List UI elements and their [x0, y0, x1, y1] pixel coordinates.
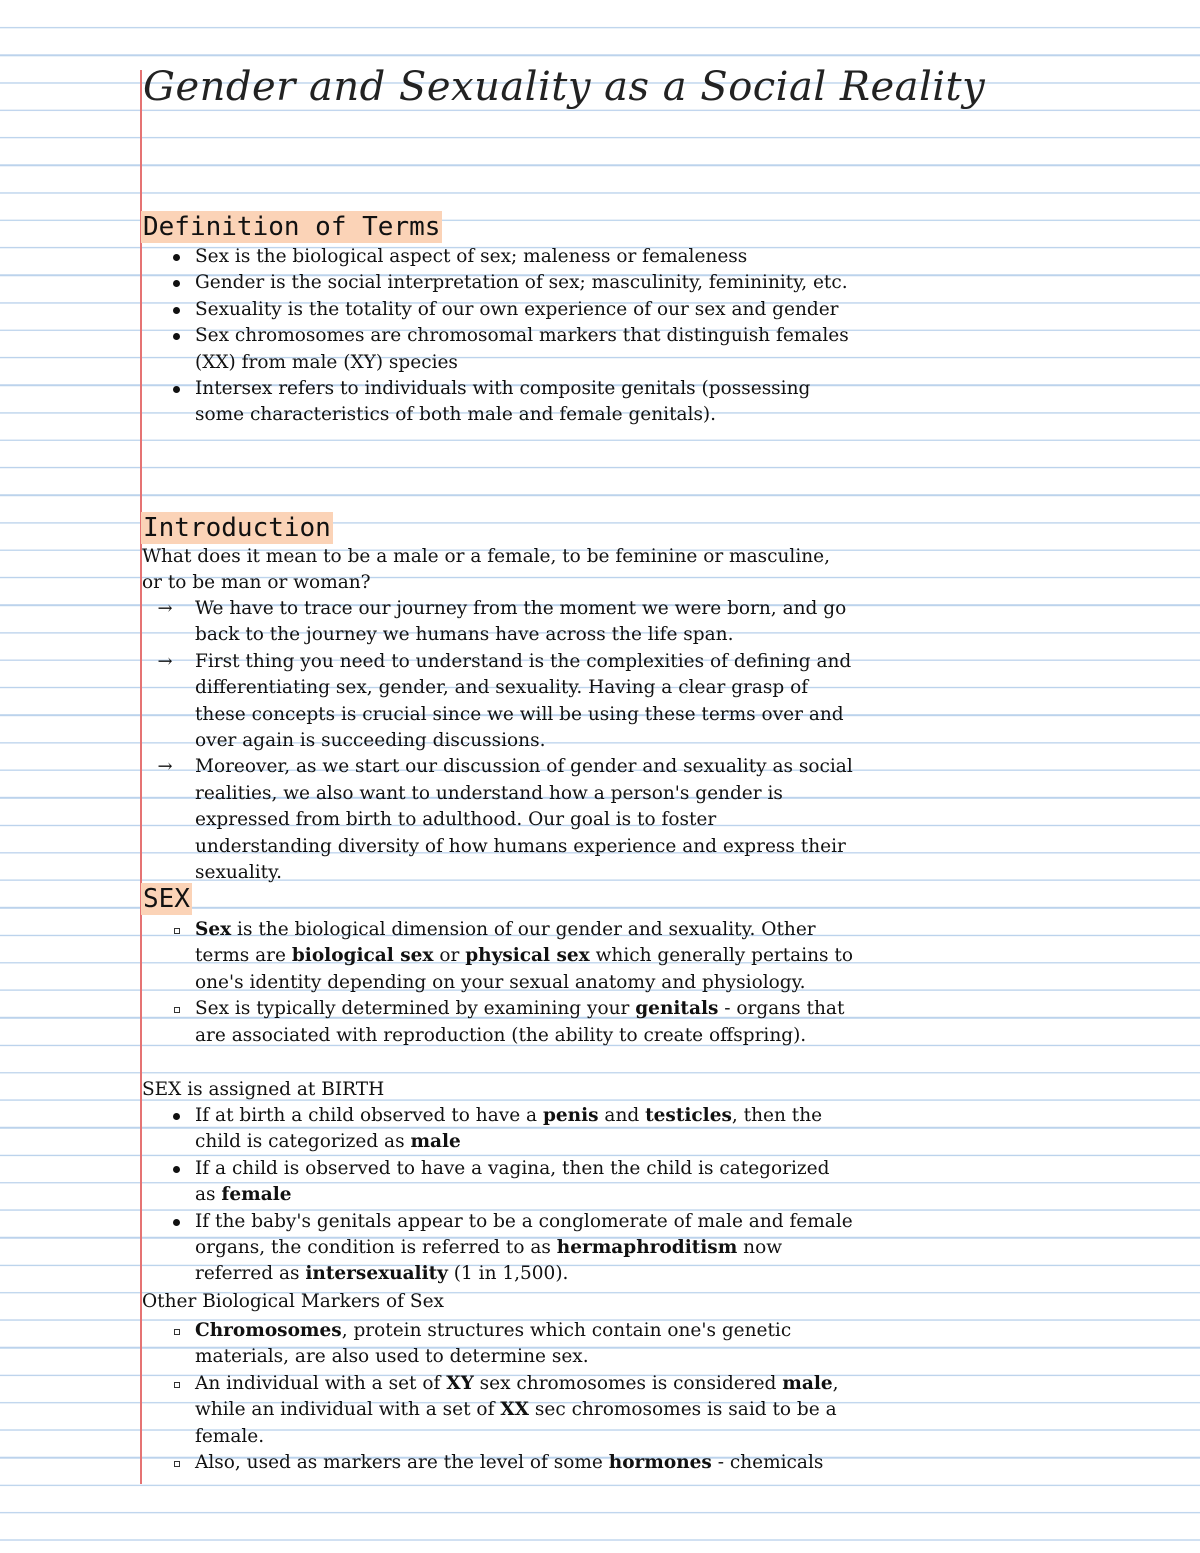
list-item: If a child is observed to have a vagina, then the child is categorized as female [195, 1157, 830, 1206]
list-item: → We have to trace our journey from the moment we were born, and go back to the journey we humans have across the life span. [195, 596, 855, 649]
list-item: Chromosomes, protein structures which contain one's genetic materials, are also used to determine sex. [195, 1320, 792, 1368]
arrow-right-icon: → [157, 598, 173, 619]
introduction-points [157, 596, 855, 886]
list-item: → Moreover, as we start our discussion of gender and sexuality as social realities, we also want to understand how a person's gender is expressed from birth to adulthood. Our goal is to foster understanding diversity of how humans experience and express their sexuality. [195, 754, 855, 886]
assigned-at-birth-label: SEX is assigned at BIRTH [142, 1079, 385, 1100]
sex-heading: SEX [143, 884, 190, 914]
list-item: Sex is typically determined by examining your genitals - organs that are associated with reproduction (the ability to create offspring). [195, 998, 845, 1046]
definition-heading: Definition of Terms [143, 212, 441, 242]
sex-definition-list [195, 917, 855, 1049]
list-item: Gender is the social interpretation of sex; masculinity, femininity, etc. [195, 272, 848, 294]
list-item: An individual with a set of XY sex chromosomes is considered male, while an individual with a set of XX sec chromosomes is said to be a female. [195, 1372, 839, 1447]
biological-markers-list [195, 1318, 855, 1476]
list-item: If the baby's genitals appear to be a conglomerate of male and female organs, the condition is referred to as hermaphroditism now referred as intersexuality (1 in 1,500). [195, 1210, 853, 1285]
page-title: Gender and Sexuality as a Social Reality [143, 64, 986, 110]
definition-list [195, 244, 855, 429]
list-item: If at birth a child observed to have a penis and testicles, then the child is categorized as male [195, 1105, 823, 1153]
notebook-margin-line [140, 70, 142, 1484]
biological-markers-label: Other Biological Markers of Sex [142, 1291, 444, 1312]
list-item: Sex chromosomes are chromosomal markers that distinguish females (XX) from male (XY) species [195, 325, 849, 373]
list-item: Sex is the biological aspect of sex; maleness or femaleness [195, 246, 748, 267]
list-item: Sex is the biological dimension of our gender and sexuality. Other terms are biological sex or physical sex which generally pertains to one's identity depending on your sexual anatomy and physiology. [195, 919, 853, 993]
arrow-right-icon: → [157, 650, 173, 672]
birth-assignment-list [195, 1103, 855, 1288]
arrow-right-icon: → [157, 756, 173, 778]
list-item: → First thing you need to understand is the complexities of defining and differentiating sex, gender, and sexuality. Having a clear grasp of these concepts is crucial since we will be using these terms over and over again is succeeding discussions. [195, 649, 855, 755]
introduction-question: What does it mean to be a male or a female, to be feminine or masculine, or to be man or woman? [142, 546, 830, 594]
introduction-heading: Introduction [143, 513, 331, 543]
list-item: Also, used as markers are the level of some hormones - chemicals [195, 1452, 824, 1474]
list-item: Sexuality is the totality of our own experience of our sex and gender [195, 298, 839, 320]
list-item: Intersex refers to individuals with composite genitals (possessing some characteristics of both male and female genitals). [195, 378, 811, 426]
